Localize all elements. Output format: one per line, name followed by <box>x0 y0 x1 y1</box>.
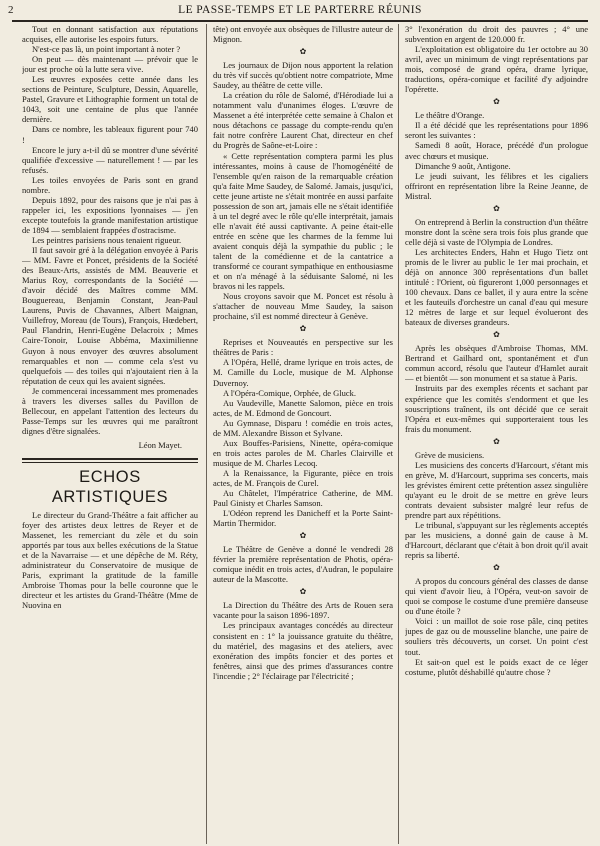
paragraph: Voici : un maillot de soie rose pâle, cinq petites jupes de gaz ou de mousseline blanche, une paire de souliers très découverts, un corset. Un point c'est tout. <box>405 616 588 657</box>
column-1 <box>22 24 198 844</box>
ornament-icon: ✿ <box>299 324 307 334</box>
ornament-icon: ✿ <box>299 587 307 597</box>
paragraph: Depuis 1892, pour des raisons que je n'ai pas à rappeler ici, les expositions lyonnaises — j'en excepte toutefois la grande manifestation artistique de 1894 — semblaient frappées d'ostracisme. <box>22 194 198 235</box>
paragraph: Le Théâtre de Genève a donné le vendredi 28 février la première représentation de Photis, opéra-comique inédit en trois actes, d'Audran, le populaire auteur de la Mascotte. <box>213 544 393 585</box>
paragraph: L'exploitation est obligatoire du 1er octobre au 30 avril, avec un minimum de vingt représentations par mois, composé de grand opéra, drame lyrique, traductions, opéra-comique et facilité d'y adjoindre l'opérette. <box>405 44 588 95</box>
paragraph: Au Gymnase, Disparu ! comédie en trois actes, de MM. Alexandre Bisson et Sylvane. <box>213 417 393 438</box>
paragraph: Nous croyons savoir que M. Poncet est résolu à s'attacher de nouveau Mme Saudey, la saison prochaine, s'il est nommé directeur à Genève. <box>213 291 393 322</box>
paragraph: Et sait-on quel est le poids exact de ce léger costume, plutôt déshabillé qu'autre chose ? <box>405 656 588 677</box>
paragraph: La création du rôle de Salomé, d'Hérodiade lui a notamment valu d'unanimes éloges. L'œuvre de Massenet a été interprétée cette semaine à Chalon et nous détachons ce passage du compte-rendu qu'en fait notre confrère Laurent Chat, directeur en chef du Progrès de Saône-et-Loire : <box>213 90 393 151</box>
ornament-icon: ✿ <box>299 47 307 57</box>
paragraph: Dans ce nombre, les tableaux figurent pour 740 ! <box>22 124 198 145</box>
paragraph: L'Odéon reprend les Danicheff et la Porte Saint-Martin Thermidor. <box>213 508 393 529</box>
paragraph: On entreprend à Berlin la construction d'un théâtre monstre dont la scène sera trois fois plus grande que celle déjà si vaste de l'Olympia de Londres. <box>405 216 588 247</box>
paragraph: Les musiciens des concerts d'Harcourt, s'étant mis en grève, M. d'Harcourt, supprima ses concerts, mais les grévistes émirent cette prétention assez singulière qu'ayant eu le droit de se mettre en grève leurs contrats devaient subsister malgré leur refus de prendre part aux répétitions. <box>405 459 588 520</box>
ornament-icon: ✿ <box>493 97 500 107</box>
paragraph: « Cette représentation comptera parmi les plus intéressantes, moins à cause de l'homogénéité de l'ensemble qu'en raison de la remarquable création qu'a faite Mme Saudey, de Salomé. Jamais, jusqu'ici, cette jeune artiste ne s'était montrée en aussi parfaite possession de son art, jamais elle ne s'était identifiée à un tel degré avec le rôle qu'elle interprétait, jamais elle n'avait été aussi captivante. A peine était-elle entrée en scène que les charmes de la femme lui avaient conquis déjà la sympathie du public ; le talent de la comédienne et de la cantatrice a transformé ce courant sympathique en enthousiasme et on n'a ménagé à la séduisante Salomé, ni les bravos ni les rappels. <box>213 150 393 292</box>
column-divider <box>398 24 399 844</box>
paragraph: Encore le jury a-t-il dû se montrer d'une sévérité qualifiée d'excessive — naturellement ! — par les refusés. <box>22 144 198 175</box>
paragraph: tête) ont envoyée aux obsèques de l'illustre auteur de Mignon. <box>213 24 393 45</box>
paragraph: Il faut savoir gré à la délégation envoyée à Paris — MM. Favre et Poncet, présidents de la Société des Beaux-Arts, assistés de MM. Beauverie et Marius Roy, correspondants de la Société — d'avoir décidé des Maîtres comme MM. Bouguereau, Benjamin Constant, Jean-Paul Laurens, Puvis de Chavannes, Albert Maignan, Vuillefroy, Moreau (de Tours), François, Hœdebert, Paul Flandrin, Henri-Eugène Delacroix ; Mmes Caire-Tonoir, Louise Abbéma, Maximilienne Guyon à nous envoyer des œuvres absolument remarquables et non — comme cela s'est vu quelquefois — des toiles qui n'ajoutaient rien à la réputation de ceux qui les avaient signées. <box>22 245 198 386</box>
ornament-icon: ✿ <box>299 531 307 541</box>
author-signature: Léon Mayet. <box>138 439 182 450</box>
paragraph: Au Vaudeville, Manette Salomon, pièce en trois actes, de M. Edmond de Goncourt. <box>213 397 393 418</box>
paragraph: Les architectes Enders, Hahn et Hugo Tietz ont promis de le livrer au public le 1er mai prochain, et déjà on annonce 300 représentations d'un ballet intitulé : l'Orient, où figureront 1,000 personnages et 100 chevaux. Dans ce ballet, il y aura entre la scène et les fauteuils d'orchestre un canal d'eau qui mesure 12 mètres de large et sur lequel évolueront des bateaux de diverses grandeurs. <box>405 246 588 328</box>
paragraph: Reprises et Nouveautés en perspective sur les théâtres de Paris : <box>213 337 393 358</box>
paragraph: Samedi 8 août, Horace, précédé d'un prologue avec chœurs et musique. <box>405 140 588 161</box>
paragraph: Les toiles envoyées de Paris sont en grand nombre. <box>22 174 198 195</box>
paragraph: Les journaux de Dijon nous apportent la relation du très vif succès qu'obtient notre compatriote, Mme Saudey, au théâtre de cette ville. <box>213 60 393 91</box>
paragraph: A l'Opéra, Hellé, drame lyrique en trois actes, de M. Camille du Locle, musique de M. Alphonse Duvernoy. <box>213 357 393 388</box>
paragraph: A la Renaissance, la Figurante, pièce en trois actes, de M. François de Curel. <box>213 467 393 488</box>
ornament-icon: ✿ <box>493 563 500 573</box>
paragraph: Je commencerai incessamment mes promenades à travers les diverses salles du Pavillon de Bellecour, en appelant l'attention des lecteurs du Passe-Temps sur les œuvres qui me paraîtront dignes d'être signalées. <box>22 385 198 436</box>
ornament-icon: ✿ <box>493 436 500 446</box>
paragraph: La Direction du Théâtre des Arts de Rouen sera vacante pour la saison 1896-1897. <box>213 600 393 621</box>
paragraph: A l'Opéra-Comique, Orphée, de Gluck. <box>223 387 357 398</box>
paragraph: Le théâtre d'Orange. <box>415 110 485 121</box>
column-divider <box>206 24 207 844</box>
paragraph: Il a été décidé que les représentations pour 1896 seront les suivantes : <box>405 120 588 141</box>
paragraph: Aux Bouffes-Parisiens, Ninette, opéra-comique en trois actes paroles de M. Charles Clairville et musique de M. Charles Lecoq. <box>213 437 393 468</box>
paragraph: Instruits par des exemples récents et sachant par expérience que les comités s'endorment et que les souscriptions traînent, ils ont décidé que ce serait l'Opéra et eux-mêmes qui supporteraient tous les frais du monument. <box>405 383 588 434</box>
ornament-icon: ✿ <box>493 330 500 340</box>
section-title: ECHOS ARTISTIQUES <box>51 467 169 506</box>
journal-title: LE PASSE-TEMPS ET LE PARTERRE RÉUNIS <box>178 4 422 16</box>
paragraph: Le tribunal, s'appuyant sur les règlements acceptés par les musiciens, a donné gain de cause à M. d'Harcourt, déclarant que c'était à bon droit qu'il avait repris sa liberté. <box>405 520 588 561</box>
paragraph: Grève de musiciens. <box>415 449 485 460</box>
paragraph: A propos du concours général des classes de danse qui vient d'avoir lieu, à l'Opéra, veut-on savoir de quoi se compose le costume d'une première danseuse ou d'une étoile ? <box>405 576 588 617</box>
page-number: 2 <box>8 4 14 16</box>
paragraph: Les peintres parisiens nous tenaient rigueur. <box>32 234 182 245</box>
paragraph: Au Châtelet, l'Impératrice Catherine, de MM. Paul Ginisty et Charles Samson. <box>213 488 393 509</box>
header-rule <box>12 20 588 22</box>
paragraph: Le directeur du Grand-Théâtre a fait afficher au foyer des artistes deux lettres de Reyer et de Massenet, les remerciant du zèle et du soin apportés par tous aux belles exécutions de la Statue et de la Navarraise — et une dépêche de M. Réty, administrateur du Conservatoire de musique de Paris, exprimant la gratitude de la famille Ambroise Thomas pour la belle couronne que le directeur et les artistes du Grand-Théâtre (Mme de Nuovina en <box>22 509 198 611</box>
paragraph: 3° l'exonération du droit des pauvres ; 4° une subvention en argent de 120.000 fr. <box>405 24 588 45</box>
page-header <box>6 3 594 19</box>
paragraph: Tout en donnant satisfaction aux réputations acquises, elle autorise les espoirs futurs. <box>22 24 198 45</box>
ornament-icon: ✿ <box>493 203 500 213</box>
section-rule <box>22 458 198 463</box>
paragraph: Le jeudi suivant, les félibres et les cigaliers offriront en représentation libre la Reine Jeanne, de Mistral. <box>405 170 588 201</box>
paragraph: Dimanche 9 août, Antigone. <box>415 160 511 171</box>
paragraph: Les principaux avantages concédés au directeur consistent en : 1° la jouissance gratuite du théâtre, du matériel, des magasins et des ateliers, avec exonération des impôts foncier et des portes et fenêtres, ainsi que des primes d'assurances contre l'incendie ; 2° l'éclairage par l'électricité ; <box>213 620 393 681</box>
paragraph: Les œuvres exposées cette année dans les sections de Peinture, Sculpture, Dessin, Aquarelle, Pastel, Gravure et Lithographie forment un total de 1043, soit une centaine de plus que l'année dernière. <box>22 74 198 125</box>
paragraph: On peut — dès maintenant — prévoir que le jour est proche où la lutte sera vive. <box>22 54 198 75</box>
paragraph: Après les obsèques d'Ambroise Thomas, MM. Bertrand et Gailhard ont, spontanément et d'un commun accord, résolu que l'auteur d'Hamlet aurait — et bientôt — son monument et sa statue à Paris. <box>405 343 588 384</box>
column-3 <box>405 24 588 844</box>
column-2 <box>213 24 393 844</box>
paragraph: N'est-ce pas là, un point important à noter ? <box>32 44 181 55</box>
